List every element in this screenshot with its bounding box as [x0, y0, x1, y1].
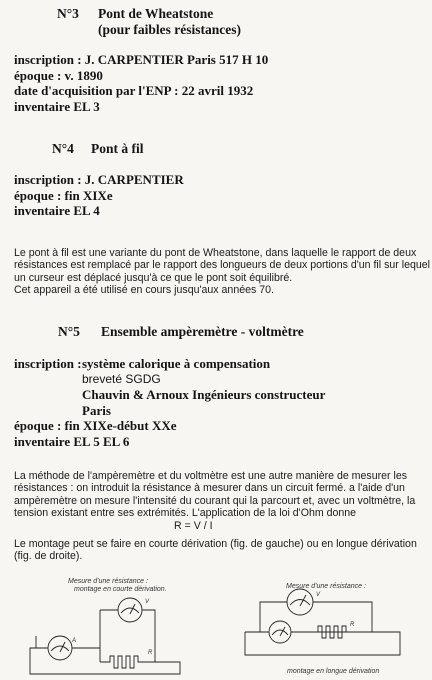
item5-details — [14, 418, 177, 449]
item5-inscription-line: système calorique à compensation — [82, 356, 271, 371]
item5-number: N°5 — [58, 324, 80, 339]
item3-acquisition-date: date d'acquisition par l'ENP : 22 avril 1932 — [14, 83, 254, 98]
item3-details — [14, 52, 268, 114]
item5-inscription — [82, 356, 325, 418]
item4-inscription: inscription : J. CARPENTIER — [14, 172, 184, 187]
right-resistor-letter: R — [350, 622, 355, 628]
left-diagram — [30, 578, 180, 674]
left-voltmeter-icon — [118, 598, 142, 622]
item5-inscription-label: inscription : — [14, 356, 82, 371]
item5-description — [14, 470, 426, 532]
left-ammeter-icon — [48, 636, 72, 660]
circuit-diagrams — [0, 570, 432, 680]
item4-number: N°4 — [52, 141, 74, 156]
item5-description-line: Le montage peut se faire en courte dérivation (fig. de gauche) ou en longue dérivation — [14, 538, 417, 550]
left-resistor-icon — [100, 656, 155, 668]
item4-description — [14, 247, 431, 297]
item5-description-2 — [14, 538, 426, 563]
right-diagram — [245, 583, 400, 675]
item3-subtitle: (pour faibles résistances) — [98, 22, 241, 37]
left-voltmeter-letter: V — [145, 599, 150, 605]
item4-description-line: Le pont à fil est une variante du pont de Wheatstone, dans laquelle le rapport de deux — [14, 247, 417, 259]
item5-inventaire: inventaire EL 5 EL 6 — [14, 433, 130, 449]
item5-epoque: époque : fin XIXe-début XXe — [14, 418, 177, 433]
item4-details — [14, 172, 184, 219]
left-resistor-letter: R — [148, 650, 153, 656]
right-voltmeter-icon — [287, 589, 313, 615]
item5-inscription-line: Chauvin & Arnoux Ingénieurs constructeur — [82, 387, 326, 402]
item3-title: Pont de Wheatstone — [98, 6, 214, 21]
item4-epoque: époque : fin XIXe — [14, 187, 113, 203]
left-ammeter-letter: A — [72, 638, 77, 644]
item4-description-line: un curseur est déplacé jusqu'à ce que le pont soit équilibré. — [14, 271, 293, 284]
item5-inscription-line: breveté SGDG — [82, 371, 161, 386]
item5-title: Ensemble ampèremètre - voltmètre — [101, 324, 304, 339]
item3-inscription: inscription : J. CARPENTIER Paris 517 H 10 — [14, 52, 269, 67]
item3-epoque: époque : v. 1890 — [14, 67, 103, 83]
left-caption-line1: Mesure d'une résistance : — [68, 578, 148, 585]
right-caption-line2: montage en longue dérivation — [287, 668, 380, 675]
item5-description-line: (fig. de droite). — [14, 550, 83, 563]
right-ammeter-icon — [269, 621, 291, 643]
item3-number: N°3 — [57, 6, 79, 21]
right-caption-line1: Mesure d'une résistance : — [286, 583, 366, 590]
ohm-formula: R = V / I — [174, 519, 213, 532]
item5-description-line: résistances : on introduit la résistance à mesurer dans un circuit fermé. a l'aide d'un — [14, 482, 405, 495]
item4-title: Pont à fil — [91, 141, 144, 156]
item4-inventaire: inventaire EL 4 — [14, 203, 100, 218]
left-caption-line2: montage en courte dérivation. — [74, 586, 167, 593]
item5-inscription-line: Paris — [82, 402, 111, 418]
right-voltmeter-letter: V — [316, 592, 321, 598]
item4-description-line: résistances est remplacé par le rapport des longueurs de deux portions d'un fil sur lequel — [14, 259, 431, 272]
item4-description-line: Cet appareil a été utilisé en cours jusqu'aux années 70. — [14, 284, 274, 297]
item5-description-line: tension existant entre ses extrémités. L'application de la loi d'Ohm donne — [14, 507, 357, 520]
item5-description-line: ampèremètre on mesure l'intensité du courant qui la parcourt et, avec un voltmètre, la — [14, 494, 416, 507]
item5-description-line: La méthode de l'ampèremètre et du voltmètre est une autre manière de mesurer les — [14, 470, 408, 482]
item3-inventaire: inventaire EL 3 — [14, 98, 100, 114]
